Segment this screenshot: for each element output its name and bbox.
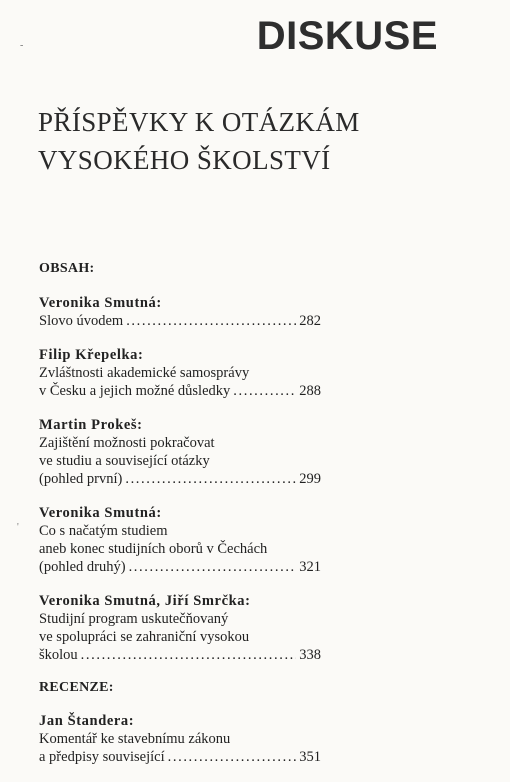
entry-page-number: 321: [299, 559, 321, 575]
main-title-line: VYSOKÉHO ŠKOLSTVÍ: [38, 145, 331, 175]
leader-dots: [233, 382, 296, 400]
toc-entry: [39, 346, 321, 400]
main-title: [38, 103, 360, 179]
entry-author: Martin Prokeš:: [39, 417, 143, 433]
scan-speck: ': [17, 522, 19, 533]
entry-page-number: 338: [299, 647, 321, 663]
recenze-heading: RECENZE:: [39, 680, 114, 695]
section-title: DISKUSE: [256, 14, 438, 58]
entry-title-line: aneb konec studijních oborů v Čechách: [39, 541, 268, 557]
toc-entry: [39, 592, 321, 664]
entry-title-line: Zvláštnosti akademické samosprávy: [39, 365, 250, 381]
entry-page-number: 351: [299, 749, 321, 765]
table-of-contents: [39, 261, 321, 782]
entry-title-line: [39, 748, 321, 766]
scan-speck: -: [20, 40, 24, 51]
toc-entry: [39, 294, 321, 330]
entry-author: Jan Štandera:: [39, 713, 135, 729]
entry-title-line: Studijní program uskutečňovaný: [39, 611, 229, 627]
entry-title-line: [39, 558, 321, 576]
entry-page-number: 282: [299, 313, 321, 329]
entry-title-line: Co s načatým studiem: [39, 523, 168, 539]
entry-author: Veronika Smutná:: [39, 295, 162, 311]
entry-title-text: (pohled první): [39, 471, 123, 487]
leader-dots: [81, 646, 297, 664]
toc-heading: OBSAH:: [39, 261, 95, 276]
entry-title-text: a předpisy související: [39, 749, 165, 765]
leader-dots: [129, 558, 297, 576]
entry-title-line: ve spolupráci se zahraniční vysokou: [39, 629, 250, 645]
leader-dots: [168, 748, 297, 766]
toc-entry: [39, 504, 321, 576]
leader-dots: [125, 470, 296, 488]
entry-title-line: [39, 312, 321, 330]
entry-title-line: [39, 646, 321, 664]
main-title-line: PŘÍSPĚVKY K OTÁZKÁM: [38, 107, 360, 137]
entry-title-line: ve studiu a související otázky: [39, 453, 210, 469]
entry-author: Veronika Smutná, Jiří Smrčka:: [39, 593, 251, 609]
entry-author: Veronika Smutná:: [39, 505, 162, 521]
toc-entry: [39, 416, 321, 488]
entry-title-text: v Česku a jejich možné důsledky: [39, 383, 231, 399]
review-entry: [39, 712, 321, 766]
entry-title-line: [39, 470, 321, 488]
entry-title-text: školou: [39, 647, 78, 663]
entry-title-text: Slovo úvodem: [39, 313, 124, 329]
entry-page-number: 288: [299, 383, 321, 399]
entry-page-number: 299: [299, 471, 321, 487]
entry-title-line: Komentář ke stavebnímu zákonu: [39, 731, 231, 747]
leader-dots: [126, 312, 296, 330]
entry-title-line: [39, 382, 321, 400]
entry-title-text: (pohled druhý): [39, 559, 126, 575]
entry-author: Filip Křepelka:: [39, 347, 144, 363]
entry-title-line: Zajištění možnosti pokračovat: [39, 435, 215, 451]
